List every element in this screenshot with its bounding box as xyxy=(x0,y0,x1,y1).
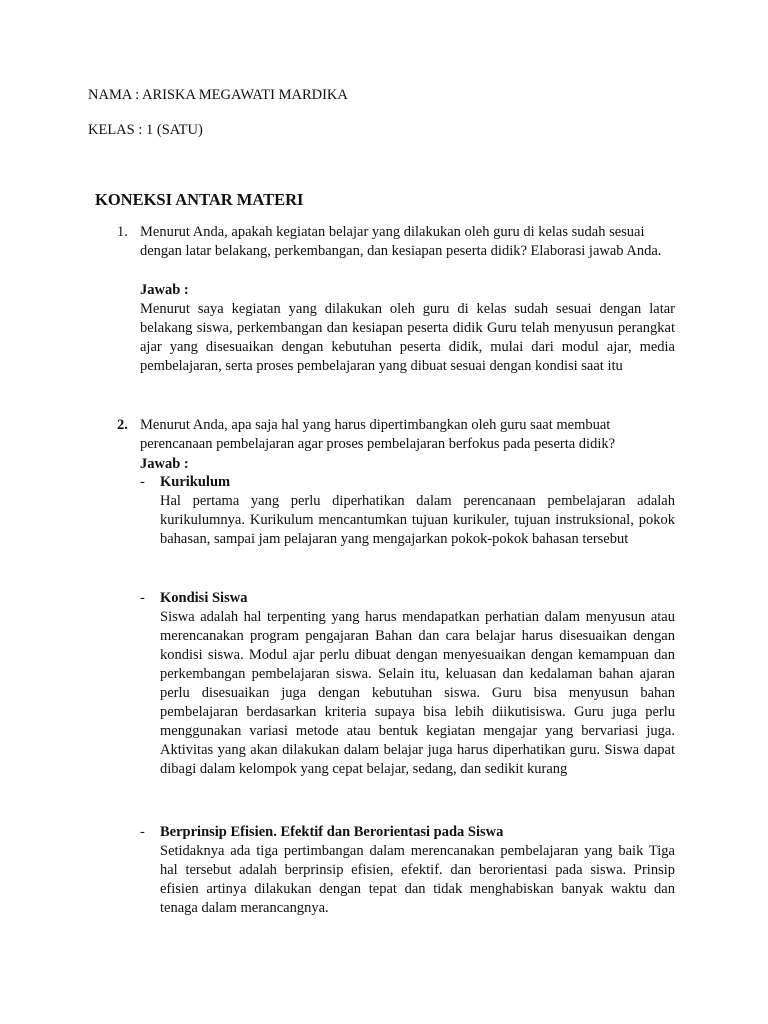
point-1-title: Kurikulum xyxy=(160,474,231,490)
point-2-bullet: - xyxy=(140,590,145,606)
question-2-number: 2. xyxy=(117,417,128,433)
student-name: NAMA : ARISKA MEGAWATI MARDIKA xyxy=(88,87,348,103)
section-title: KONEKSI ANTAR MATERI xyxy=(95,190,304,209)
point-2-title: Kondisi Siswa xyxy=(160,590,248,606)
question-1-answer: Menurut saya kegiatan yang dilakukan oleh guru di kelas sudah sesuai dengan latar belakang siswa, perkembangan dan kesiapan peserta didik Guru telah menyusun perangkat ajar yang disesuaikan dengan kebutuhan peserta didik, mulai dari modul ajar, media pembelajaran, serta proses pembelajaran yang dibuat sesuai dengan kondisi saat itu xyxy=(140,301,675,374)
point-3-body: Setidaknya ada tiga pertimbangan dalam merencanakan pembelajaran yang baik Tiga hal tersebut adalah berprinsip efisien, efektif. dan berorientasi pada siswa. Prinsip efisien artinya dilakukan dengan tepat dan tidak menghabiskan banyak waktu dan tenaga dalam merancangnya. xyxy=(160,843,675,916)
question-1-text: Menurut Anda, apakah kegiatan belajar yang dilakukan oleh guru di kelas sudah sesuai dengan latar belakang, perkembangan, dan kesiapan peserta didik? Elaborasi jawab Anda. xyxy=(140,224,662,259)
point-3-title: Berprinsip Efisien. Efektif dan Berorientasi pada Siswa xyxy=(160,824,504,840)
question-1-answer-label: Jawab : xyxy=(140,282,189,298)
question-2-answer-label: Jawab : xyxy=(140,456,189,472)
student-class: KELAS : 1 (SATU) xyxy=(88,122,203,138)
question-2-text: Menurut Anda, apa saja hal yang harus dipertimbangkan oleh guru saat membuat perencanaan pembelajaran agar proses pembelajaran berfokus pada peserta didik? xyxy=(140,417,616,452)
point-1-bullet: - xyxy=(140,474,145,490)
point-1-body: Hal pertama yang perlu diperhatikan dalam perencanaan pembelajaran adalah kurikulumnya. Kurikulum mencantumkan tujuan kurikuler, tujuan instruksional, pokok bahasan, sampai jam pelajaran yang mengajarkan pokok-pokok bahasan tersebut xyxy=(160,493,675,547)
question-1-number: 1. xyxy=(117,224,128,240)
point-3-bullet: - xyxy=(140,824,145,840)
point-2-body: Siswa adalah hal terpenting yang harus mendapatkan perhatian dalam menyusun atau merencanakan program pengajaran Bahan dan cara belajar harus disesuaikan dengan kondisi siswa. Modul ajar perlu dibuat dengan menyesuaikan dengan kemampuan dan perkembangan pembelajaran siswa. Selain itu, keluasan dan kedalaman bahan ajaran perlu disesuaikan juga dengan kebutuhan siswa. Guru bisa menyusun bahan pembelajaran berdasarkan kriteria supaya bisa lebih diikutisiswa. Guru juga perlu menggunakan variasi metode atau bentuk kegiatan mengajar yang bervariasi juga. Aktivitas yang akan dilakukan dalam belajar juga harus diperhatikan guru. Siswa dapat dibagi dalam kelompok yang cepat belajar, sedang, dan sedikit kurang xyxy=(160,609,675,777)
